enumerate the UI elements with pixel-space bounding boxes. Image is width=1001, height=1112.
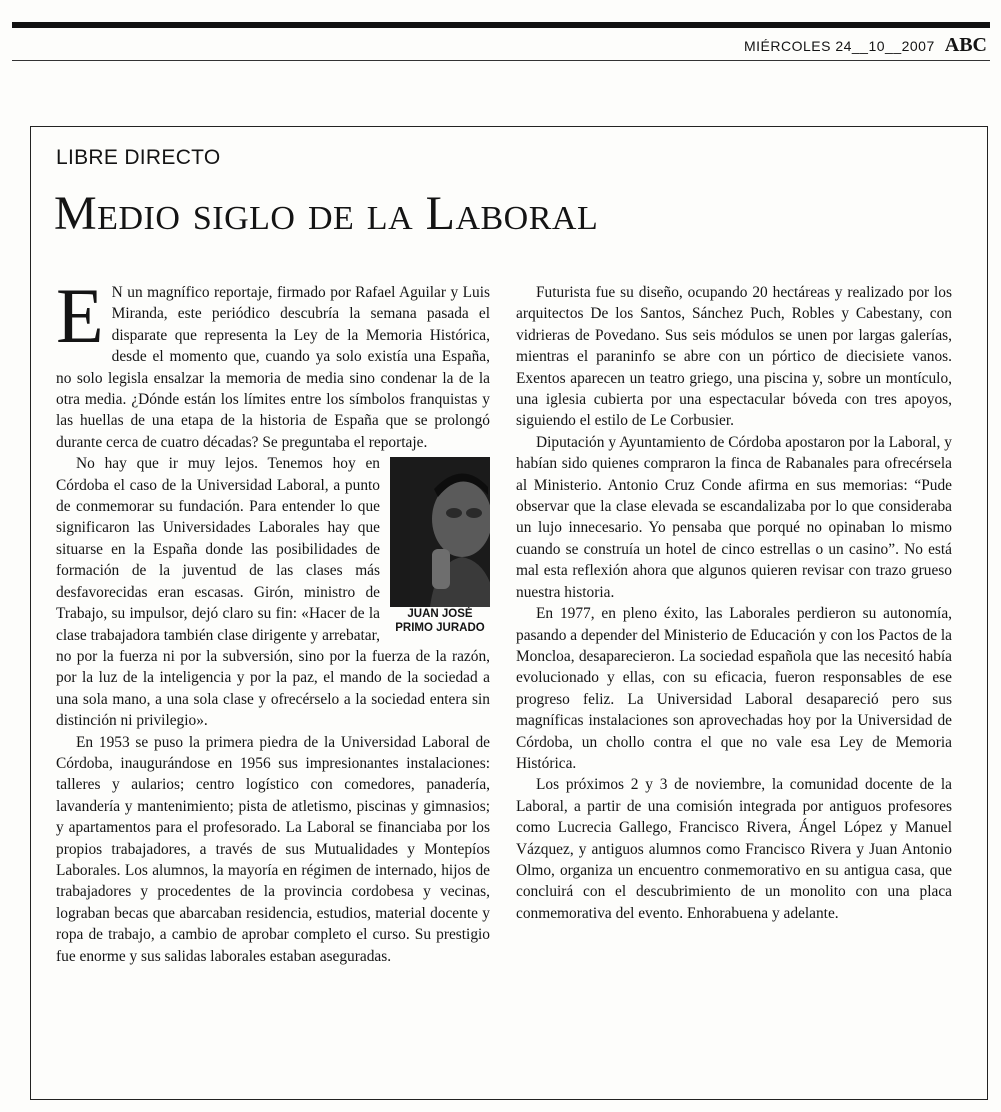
paragraph-2-text: No hay que ir muy lejos. Tenemos hoy en Córdoba el caso de la Universidad Laboral, a punto de conmemorar su fundación. Para entender lo que significaron las Universidades Laborales hay que situarse en la España donde las posibilidades de formación de la juventud de las clases más desfavorecidas eran escasas. Girón, ministro de Trabajo, su impulsor, dejó claro su fin: «Hacer de la clase trabajadora también clase dirigente y arrebatar, no por la fuerza ni por la subversión, sino por la fuerza de la razón, por la luz de la inteligencia y por la paz, el mando de la sociedad a una sola mano, a una sola clase y ofrecérselo a la sociedad entera sin distinción ni privilegio». bbox=[56, 455, 490, 730]
top-rule bbox=[12, 22, 990, 28]
issue-date: MIÉRCOLES 24__10__2007 bbox=[743, 38, 935, 54]
article-headline: Medio siglo de la Laboral bbox=[54, 187, 599, 240]
paragraph-4: Futurista fue su diseño, ocupando 20 hectáreas y realizado por los arquitectos De los Santos, Sánchez Puch, Robles y Cabestany, con vidrieras de Povedano. Sus seis módulos se unen por largas galerías, mientras el paraninfo se abre con un pórtico de diecisiete vanos. Exentos aparecen un teatro griego, una piscina y, sobre un montículo, una iglesia cubierta por una espectacular bóveda con tres apoyos, siguiendo el estilo de Le Corbusier. bbox=[516, 284, 952, 430]
author-portrait-image bbox=[410, 457, 490, 607]
newspaper-logo: ABC bbox=[944, 34, 987, 56]
author-photo bbox=[390, 457, 490, 607]
author-byline bbox=[390, 607, 490, 635]
paragraph-2 bbox=[56, 453, 490, 731]
masthead bbox=[744, 34, 987, 57]
paragraph-1-text: N un magnífico reportaje, firmado por Rafael Aguilar y Luis Miranda, este periódico descubría la semana pasada el disparate que representa la Ley de la Memoria Histórica, desde el momento que, cuando ya solo existía una España, no solo legisla ensalzar la memoria de media sino condenar la de la otra media. ¿Dónde están los límites entre los símbolos franquistas y las huellas de una etapa de la historia de España que se prolongó durante cerca de cuatro décadas? Se preguntaba el reportaje. bbox=[56, 284, 490, 451]
section-label: LIBRE DIRECTO bbox=[56, 146, 221, 169]
paragraph-7: Los próximos 2 y 3 de noviembre, la comunidad docente de la Laboral, a partir de una comisión integrada por antiguos profesores como Lucrecia Gallego, Francisco Rivera, Ángel López y Manuel Vázquez, y antiguos alumnos como Francisco Rivera y Juan Antonio Olmo, organiza un encuentro conmemorativo en su antigua casa, que concluirá con el descubrimiento de un monolito con una placa conmemorativa del evento. Enhorabuena y adelante. bbox=[516, 776, 952, 922]
header-rule bbox=[12, 60, 990, 61]
paragraph-6: En 1977, en pleno éxito, las Laborales perdieron su autonomía, pasando a depender del Ministerio de Educación y con los Pactos de la Moncloa, desaparecieron. La sociedad española que las necesitó había evolucionado y ellas, con su eficacia, fueron responsables de ese progreso feliz. La Universidad Laboral desapareció pero sus magníficas instalaciones son aprovechadas hoy por la Universidad de Córdoba, un chollo contra el que no vale esa Ley de Memoria Histórica. bbox=[516, 605, 952, 772]
article-column-left bbox=[56, 272, 490, 967]
paragraph-1 bbox=[56, 272, 490, 453]
author-photo-block bbox=[390, 457, 490, 635]
paragraph-5: Diputación y Ayuntamiento de Córdoba apostaron por la Laboral, y habían sido quienes compraron la finca de Rabanales para ofrecérsela al Ministerio. Antonio Cruz Conde afirma en sus memorias: “Pude observar que la clase elevada se escandalizaba por lo que consideraba un lujo innecesario. Yo pensaba que porqué no opinaban lo mismo cuando se construía un hotel de cinco estrellas o un casino”. No está mal esta reflexión ahora que algunos quieren revisar con trazo grueso nuestra historia. bbox=[516, 433, 952, 601]
author-first-name: JUAN JOSÉ bbox=[407, 608, 473, 621]
article-column-right bbox=[516, 282, 952, 924]
author-last-name: PRIMO JURADO bbox=[395, 622, 485, 635]
drop-cap: E bbox=[56, 272, 104, 359]
paragraph-3: En 1953 se puso la primera piedra de la Universidad Laboral de Córdoba, inaugurándose en 1956 sus impresionantes instalaciones: talleres y aularios; centro logístico con comedores, panadería, lavandería y mantenimiento; pista de atletismo, piscinas y gimnasios; y apartamentos para el profesorado. La Laboral se financiaba por los propios trabajadores, a través de sus Mutualidades y Montepíos Laborales. Los alumnos, la mayoría en régimen de internado, hijos de trabajadores y procedentes de la provincia cordobesa y vecinas, lograban becas que abarcaban residencia, estudios, material docente y ropa de trabajo, a cambio de aprobar completo el curso. Su prestigio fue enorme y sus salidas laborales estaban aseguradas. bbox=[56, 733, 490, 965]
